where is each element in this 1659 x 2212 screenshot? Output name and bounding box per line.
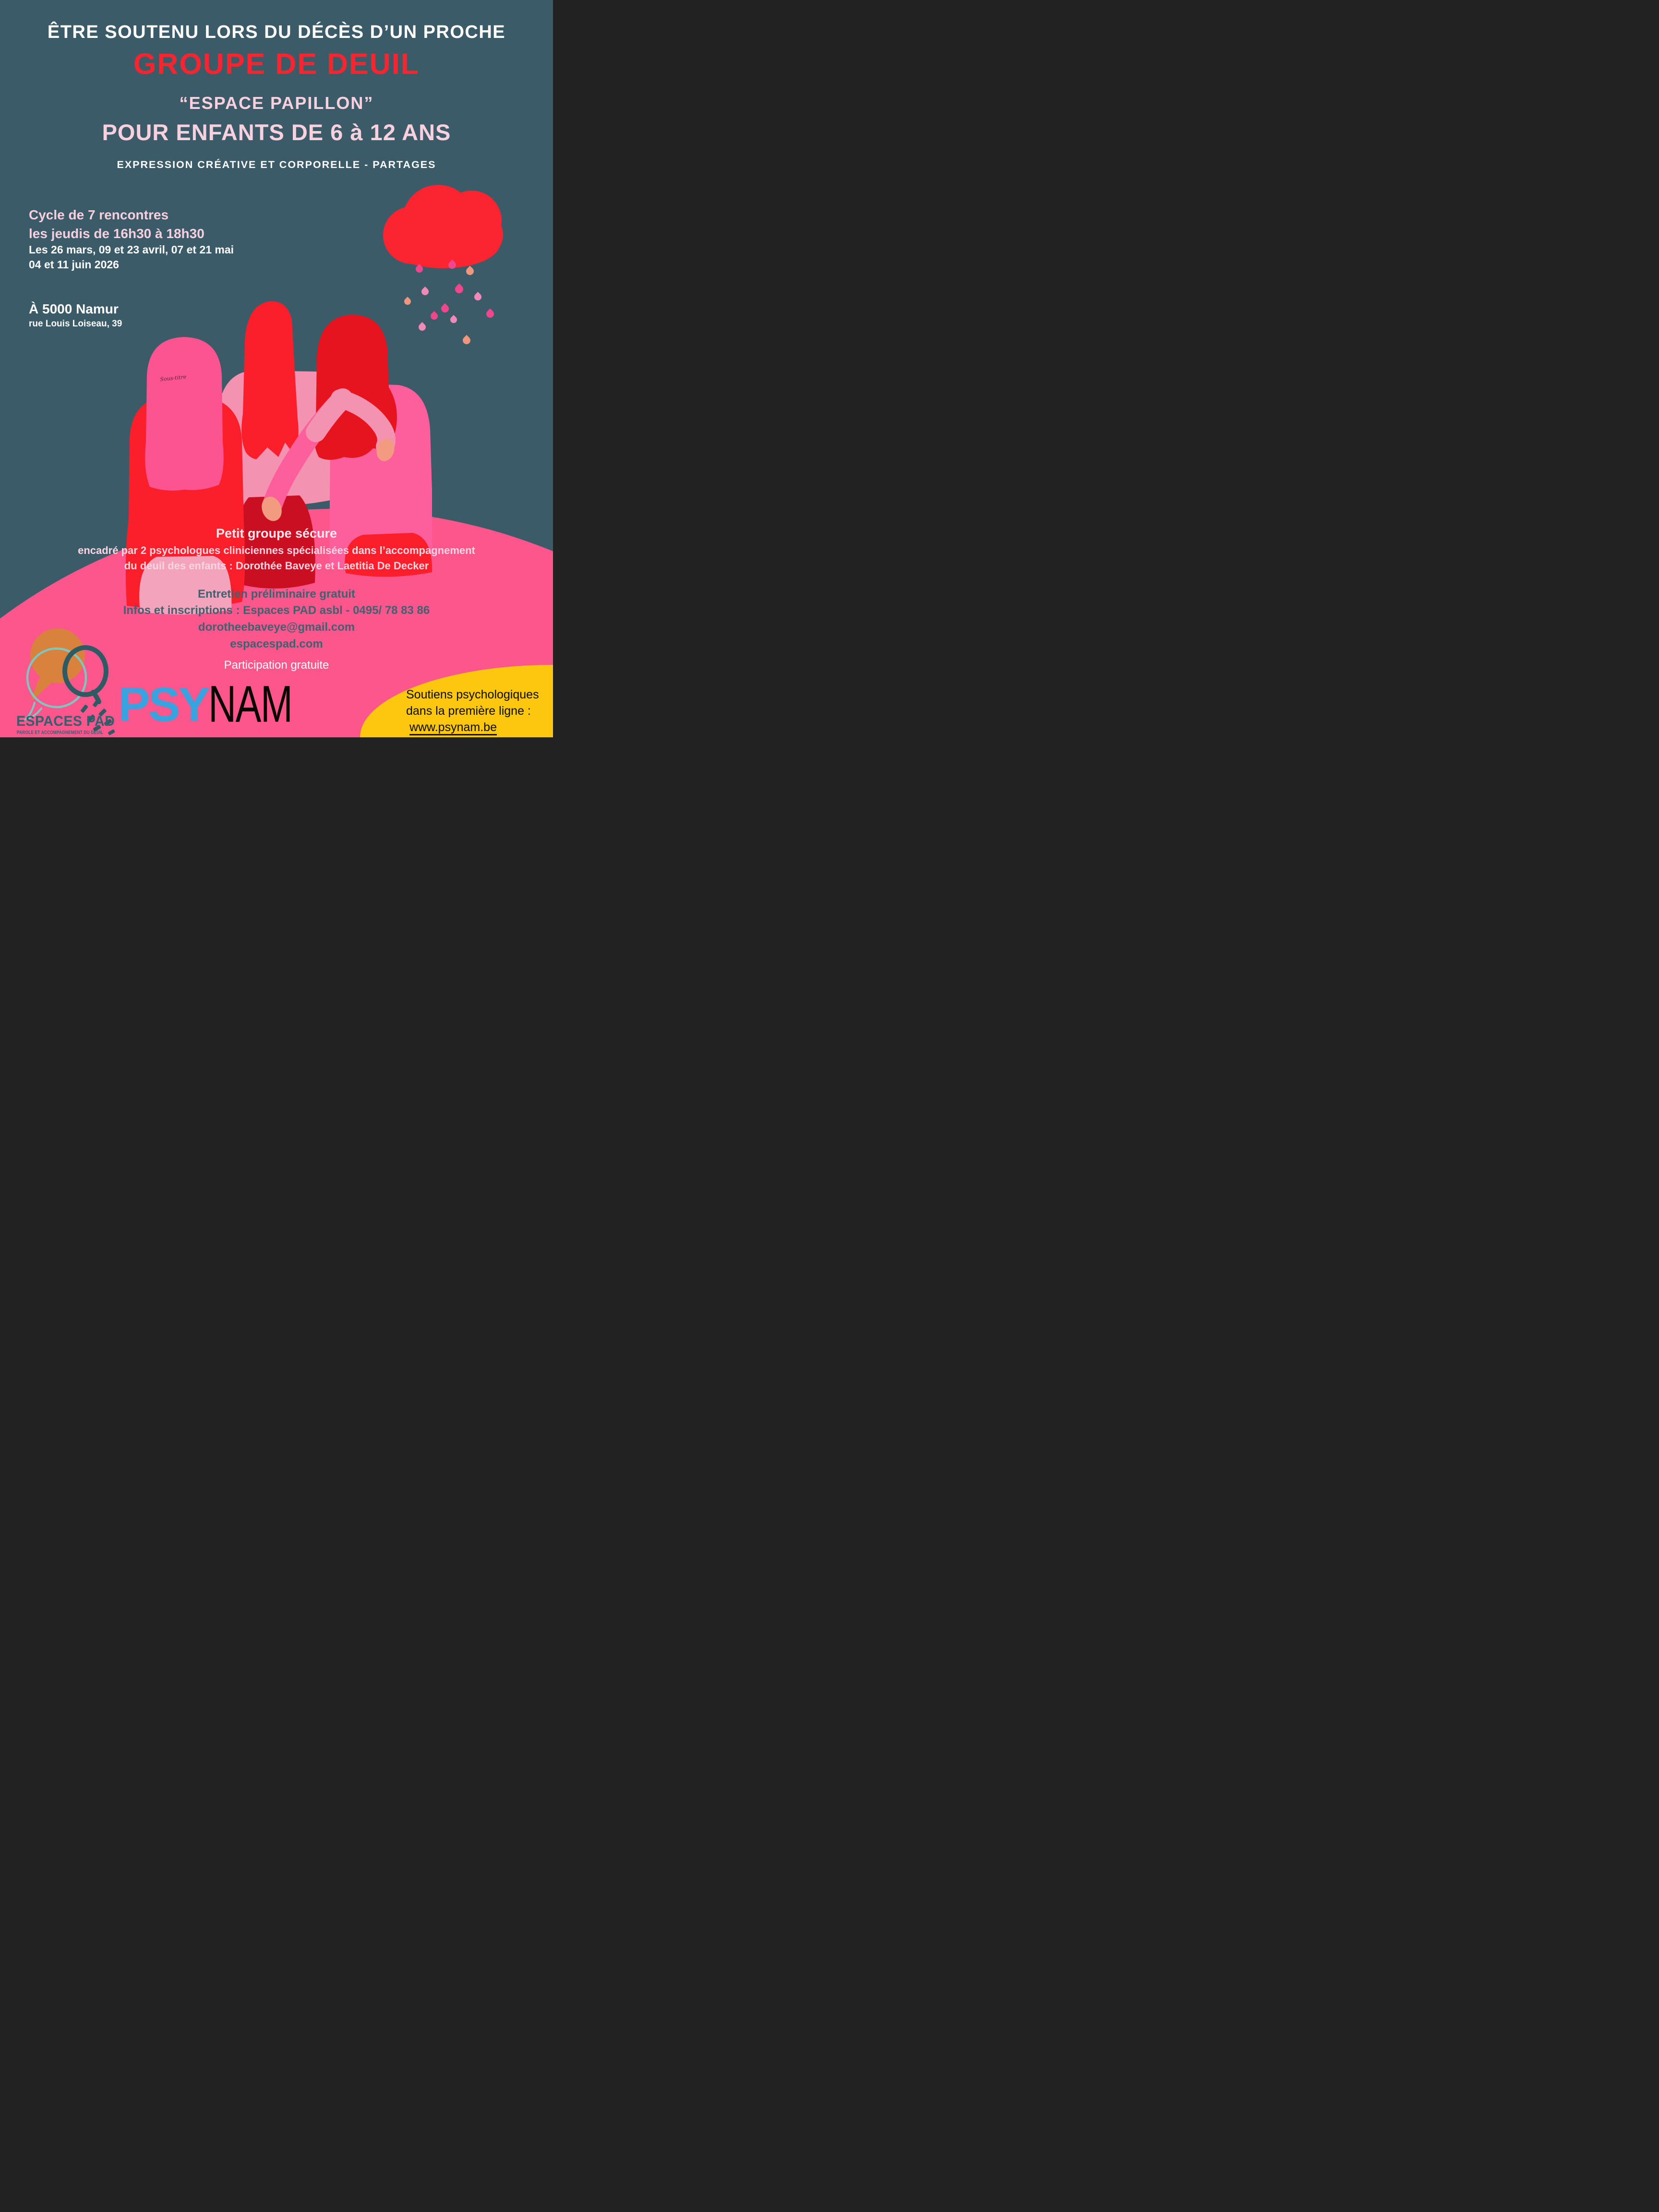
raindrop xyxy=(440,303,451,314)
age-range-subtitle: POUR ENFANTS DE 6 à 12 ANS xyxy=(102,120,451,145)
banner-line-1: Soutiens psychologiques xyxy=(406,688,539,701)
raindrop xyxy=(485,309,496,320)
email-link[interactable]: dorotheebaveye@gmail.com xyxy=(198,621,355,634)
registration-info-text: Infos et inscriptions : Espaces PAD asbl - 0495/ 78 83 86 xyxy=(123,604,430,617)
city-text: À 5000 Namur xyxy=(29,301,119,316)
middle-child-hair xyxy=(241,301,299,459)
interview-text: Entretien préliminaire gratuit xyxy=(197,588,356,601)
raindrop xyxy=(453,283,465,295)
cycle-text: Cycle de 7 rencontres xyxy=(29,207,169,222)
hair-note-text: Sous-titre xyxy=(159,373,187,383)
rain-cloud-illustration xyxy=(383,185,503,271)
website-link[interactable]: espacespad.com xyxy=(230,637,323,650)
facilitators-line-2: du deuil des enfants : Dorothée Baveye et Laetitia De Decker xyxy=(124,560,429,572)
banner-line-2: dans la première ligne : xyxy=(406,704,531,718)
espaces-pad-tagline: PAROLE ET ACCOMPAGNEMENT DU DEUIL xyxy=(17,730,104,735)
psy-text: PSY xyxy=(118,678,209,732)
psynam-banner-text xyxy=(406,686,550,735)
expression-subtitle: EXPRESSION CRÉATIVE ET CORPORELLE - PARTAGES xyxy=(117,159,436,170)
raindrop xyxy=(473,292,483,302)
grief-group-poster xyxy=(0,0,553,737)
facilitators-line-1: encadré par 2 psychologues cliniciennes spécialisées dans l’accompagnement xyxy=(78,544,475,556)
raindrop xyxy=(461,335,472,346)
dates-line-2: 04 et 11 juin 2026 xyxy=(29,258,119,271)
nam-text: NAM xyxy=(208,675,292,733)
banner-line-3 xyxy=(406,719,550,735)
dates-line-1: Les 26 mars, 09 et 23 avril, 07 et 21 mai xyxy=(29,243,234,256)
street-text: rue Louis Loiseau, 39 xyxy=(29,319,122,329)
psynam-link[interactable]: www.psynam.be xyxy=(409,721,497,735)
time-text: les jeudis de 16h30 à 18h30 xyxy=(29,226,204,241)
left-child-hair xyxy=(145,337,224,491)
group-size-heading: Petit groupe sécure xyxy=(216,526,337,541)
espace-papillon-subtitle: “ESPACE PAPILLON” xyxy=(179,93,374,113)
support-title: ÊTRE SOUTENU LORS DU DÉCÈS D’UN PROCHE xyxy=(47,22,506,42)
psynam-logo xyxy=(118,675,319,733)
participation-text: Participation gratuite xyxy=(224,659,329,672)
raindrop xyxy=(420,287,430,297)
espaces-pad-name: ESPACES PAD xyxy=(16,713,115,729)
group-deuil-title: GROUPE DE DEUIL xyxy=(133,48,420,80)
raindrop xyxy=(449,315,458,325)
